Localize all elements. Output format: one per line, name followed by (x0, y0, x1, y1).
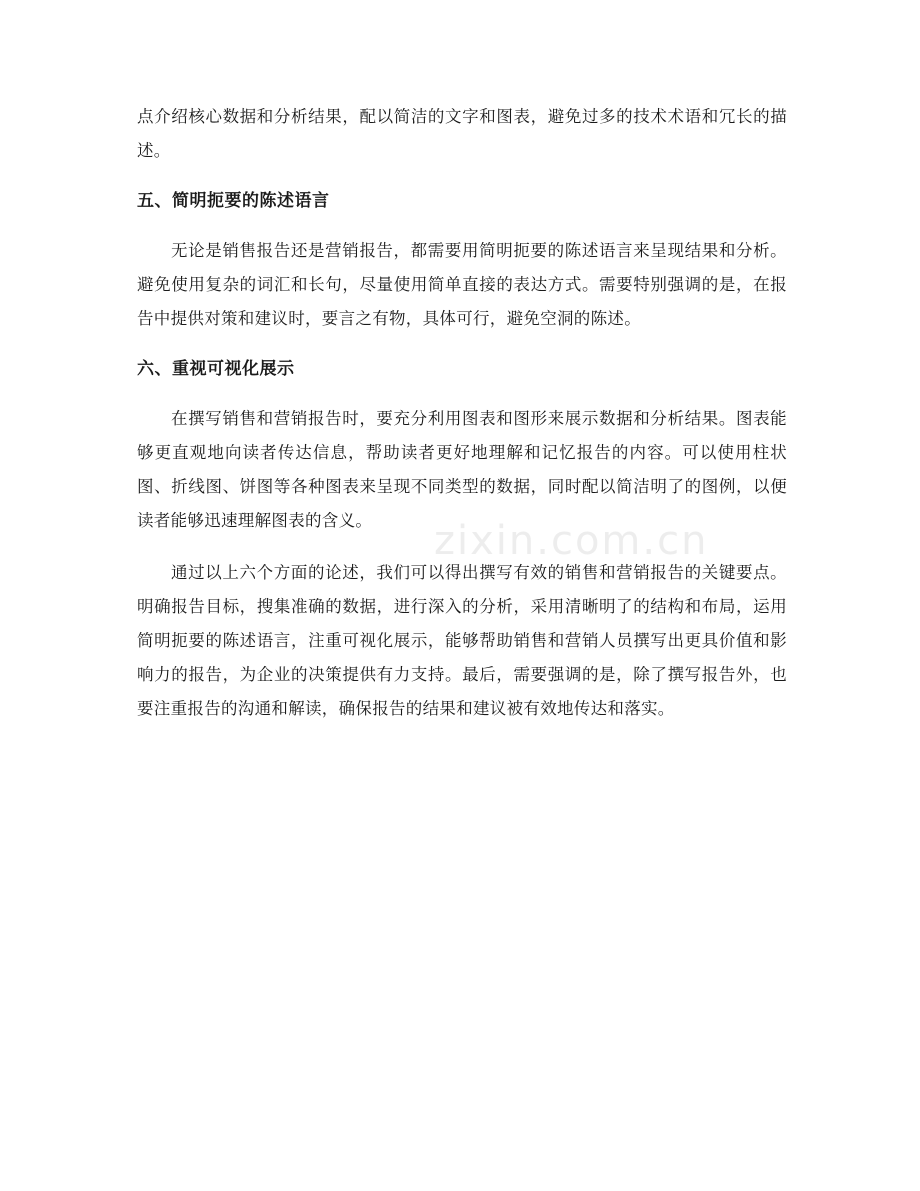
intro-continued-paragraph: 点介绍核心数据和分析结果，配以简洁的文字和图表，避免过多的技术术语和冗长的描述。 (137, 107, 787, 160)
document-page (137, 100, 787, 744)
section-6-paragraph: 在撰写销售和营销报告时，要充分利用图表和图形来展示数据和分析结果。图表能够更直观地向读者传达信息，帮助读者更好地理解和记忆报告的内容。可以使用柱状图、折线图、饼图等各种图表来呈现不同类型的数据，同时配以简洁明了的图例，以便读者能够迅速理解图表的含义。 (137, 409, 787, 530)
watermark: zixin.com.cn (434, 518, 709, 564)
section-6-heading: 六、重视可视化展示 (137, 359, 295, 379)
section-5-paragraph: 无论是销售报告还是营销报告，都需要用简明扼要的陈述语言来呈现结果和分析。避免使用复杂的词汇和长句，尽量使用简单直接的表达方式。需要特别强调的是，在报告中提供对策和建议时，要言之有物，具体可行，避免空洞的陈述。 (137, 241, 787, 328)
section-5-heading: 五、简明扼要的陈述语言 (137, 191, 330, 211)
conclusion-paragraph: 通过以上六个方面的论述，我们可以得出撰写有效的销售和营销报告的关键要点。明确报告目标，搜集准确的数据，进行深入的分析，采用清晰明了的结构和布局，运用简明扼要的陈述语言，注重可视化展示，能够帮助销售和营销人员撰写出更具价值和影响力的报告，为企业的决策提供有力支持。最后，需要强调的是，除了撰写报告外，也要注重报告的沟通和解读，确保报告的结果和建议被有效地传达和落实。 (137, 563, 787, 718)
